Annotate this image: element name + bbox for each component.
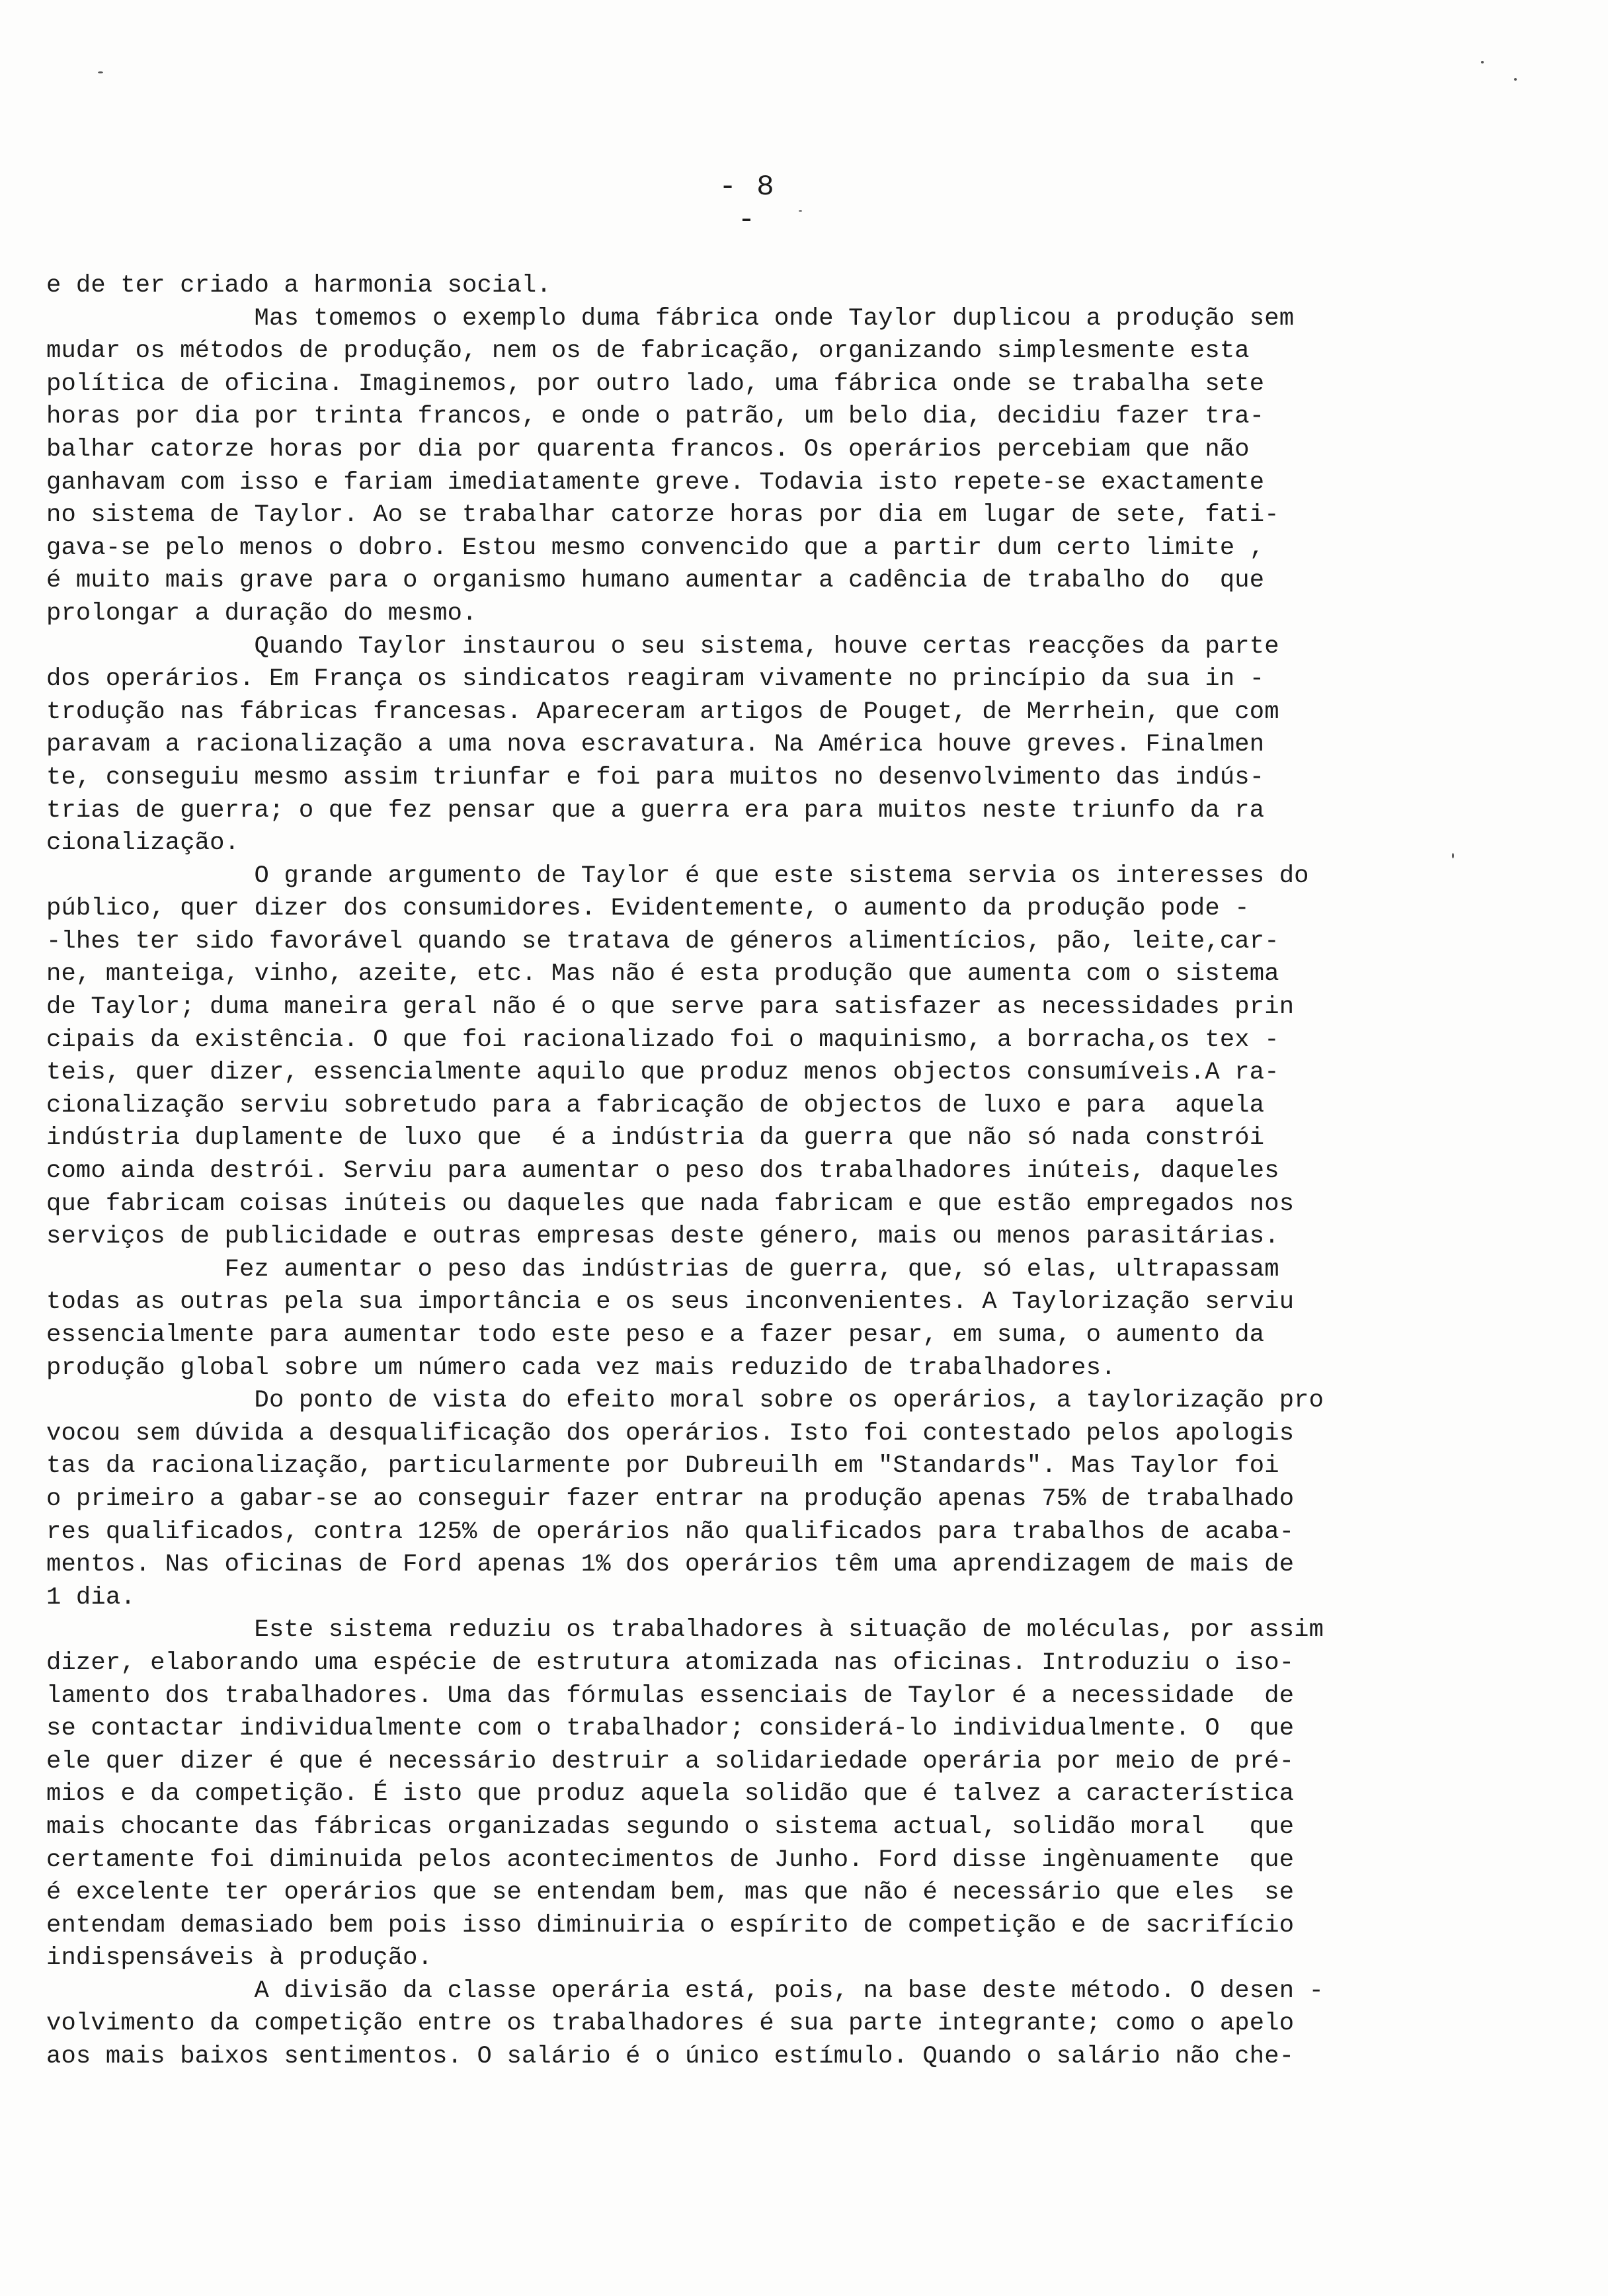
text-line: Do ponto de vista do efeito moral sobre os operários, a taylorização pro [46,1387,1324,1415]
text-line: A divisão da classe operária está, pois, na base deste método. O desen - [46,1977,1324,2005]
text-line: que fabricam coisas inúteis ou daqueles que nada fabricam e que estão empregados nos [46,1190,1295,1218]
text-line: trodução nas fábricas francesas. Apareceram artigos de Pouget, de Merrhein, que com [46,698,1279,726]
text-line: política de oficina. Imaginemos, por outro lado, uma fábrica onde se trabalha sete [46,370,1265,398]
scan-speck [1452,853,1454,858]
text-line: mais chocante das fábricas organizadas segundo o sistema actual, solidão moral que [46,1813,1295,1841]
text-line: Fez aumentar o peso das indústrias de guerra, que, só elas, ultrapassam [46,1255,1279,1284]
text-line: prolongar a duração do mesmo. [46,599,477,628]
text-line: todas as outras pela sua importância e os seus inconvenientes. A Taylorização serviu [46,1288,1295,1317]
text-line: cipais da existência. O que foi racionalizado foi o maquinismo, a borracha,os tex - [46,1026,1279,1054]
text-line: aos mais baixos sentimentos. O salário é o único estímulo. Quando o salário não che- [46,2043,1295,2071]
body-text [46,270,1441,2074]
scan-speck [98,71,103,73]
text-line: produção global sobre um número cada vez mais reduzido de trabalhadores. [46,1354,1116,1382]
text-line: entendam demasiado bem pois isso diminuiria o espírito de competição e de sacrifício [46,1911,1295,1940]
scan-speck [1481,61,1484,63]
text-line: Mas tomemos o exemplo duma fábrica onde Taylor duplicou a produção sem [46,304,1295,333]
text-line: ne, manteiga, vinho, azeite, etc. Mas não é esta produção que aumenta com o sistema [46,960,1279,989]
text-line: essencialmente para aumentar todo este peso e a fazer pesar, em suma, o aumento da [46,1321,1265,1349]
text-line: serviços de publicidade e outras empresas deste género, mais ou menos parasitárias. [46,1223,1279,1251]
text-line: res qualificados, contra 125% de operários não qualificados para trabalhos de acaba- [46,1518,1295,1546]
scan-speck [799,210,802,212]
text-line: como ainda destrói. Serviu para aumentar o peso dos trabalhadores inúteis, daqueles [46,1157,1279,1186]
text-line: trias de guerra; o que fez pensar que a guerra era para muitos neste triunfo da ra [46,796,1265,825]
text-line: te, conseguiu mesmo assim triunfar e foi para muitos no desenvolvimento das indús- [46,763,1265,792]
text-line: mudar os métodos de produção, nem os de fabricação, organizando simplesmente esta [46,337,1250,366]
text-line: Este sistema reduziu os trabalhadores à situação de moléculas, por assim [46,1616,1324,1645]
text-line: mios e da competição. É isto que produz aquela solidão que é talvez a característica [46,1780,1295,1809]
text-line: ganhavam com isso e fariam imediatamente greve. Todavia isto repete-se exactamente [46,468,1265,497]
text-line: horas por dia por trinta francos, e onde o patrão, um belo dia, decidiu fazer tra- [46,403,1265,431]
text-line: público, quer dizer dos consumidores. Evidentemente, o aumento da produção pode - [46,895,1250,923]
text-line: indústria duplamente de luxo que é a indústria da guerra que não só nada constrói [46,1124,1265,1153]
text-line: dizer, elaborando uma espécie de estrutura atomizada nas oficinas. Introduziu o iso- [46,1649,1295,1677]
text-line: balhar catorze horas por dia por quarenta francos. Os operários percebiam que não [46,435,1250,464]
text-line: gava-se pelo menos o dobro. Estou mesmo convencido que a partir dum certo limite , [46,534,1265,562]
text-line: Quando Taylor instaurou o seu sistema, houve certas reacções da parte [46,632,1279,661]
text-line: o primeiro a gabar-se ao conseguir fazer entrar na produção apenas 75% de trabalhado [46,1485,1295,1513]
text-line: se contactar individualmente com o trabalhador; considerá-lo individualmente. O que [46,1715,1295,1743]
text-line: O grande argumento de Taylor é que este sistema servia os interesses do [46,862,1309,890]
text-line: paravam a racionalização a uma nova escravatura. Na América houve greves. Finalmen [46,731,1265,759]
text-line: indispensáveis à produção. [46,1944,433,1973]
scan-speck [1514,78,1517,81]
page-number: - 8 - [719,171,776,237]
text-line: teis, quer dizer, essencialmente aquilo que produz menos objectos consumíveis.A ra- [46,1059,1279,1087]
text-line: 1 dia. [46,1583,136,1612]
text-line: tas da racionalização, particularmente por Dubreuilh em "Standards". Mas Taylor foi [46,1452,1279,1481]
text-line: mentos. Nas oficinas de Ford apenas 1% dos operários têm uma aprendizagem de mais de [46,1551,1295,1579]
text-line: lamento dos trabalhadores. Uma das fórmulas essenciais de Taylor é a necessidade de [46,1682,1295,1710]
text-line: volvimento da competição entre os trabalhadores é sua parte integrante; como o apelo [46,2010,1295,2038]
text-line: é excelente ter operários que se entendam bem, mas que não é necessário que eles se [46,1879,1295,1907]
text-line: de Taylor; duma maneira geral não é o que serve para satisfazer as necessidades prin [46,993,1295,1022]
text-line: cionalização. [46,829,240,858]
text-line: -lhes ter sido favorável quando se tratava de géneros alimentícios, pão, leite,car- [46,927,1279,956]
text-line: é muito mais grave para o organismo humano aumentar a cadência de trabalho do que [46,567,1265,595]
text-line: cionalização serviu sobretudo para a fabricação de objectos de luxo e para aquela [46,1091,1265,1120]
text-line: ele quer dizer é que é necessário destruir a solidariedade operária por meio de pré- [46,1747,1295,1776]
text-line: no sistema de Taylor. Ao se trabalhar catorze horas por dia em lugar de sete, fati- [46,501,1279,530]
text-line: certamente foi diminuida pelos acontecimentos de Junho. Ford disse ingènuamente que [46,1846,1295,1874]
text-line: vocou sem dúvida a desqualificação dos operários. Isto foi contestado pelos apologis [46,1419,1295,1448]
text-line: e de ter criado a harmonia social. [46,272,551,300]
text-line: dos operários. Em França os sindicatos reagiram vivamente no princípio da sua in - [46,665,1265,694]
